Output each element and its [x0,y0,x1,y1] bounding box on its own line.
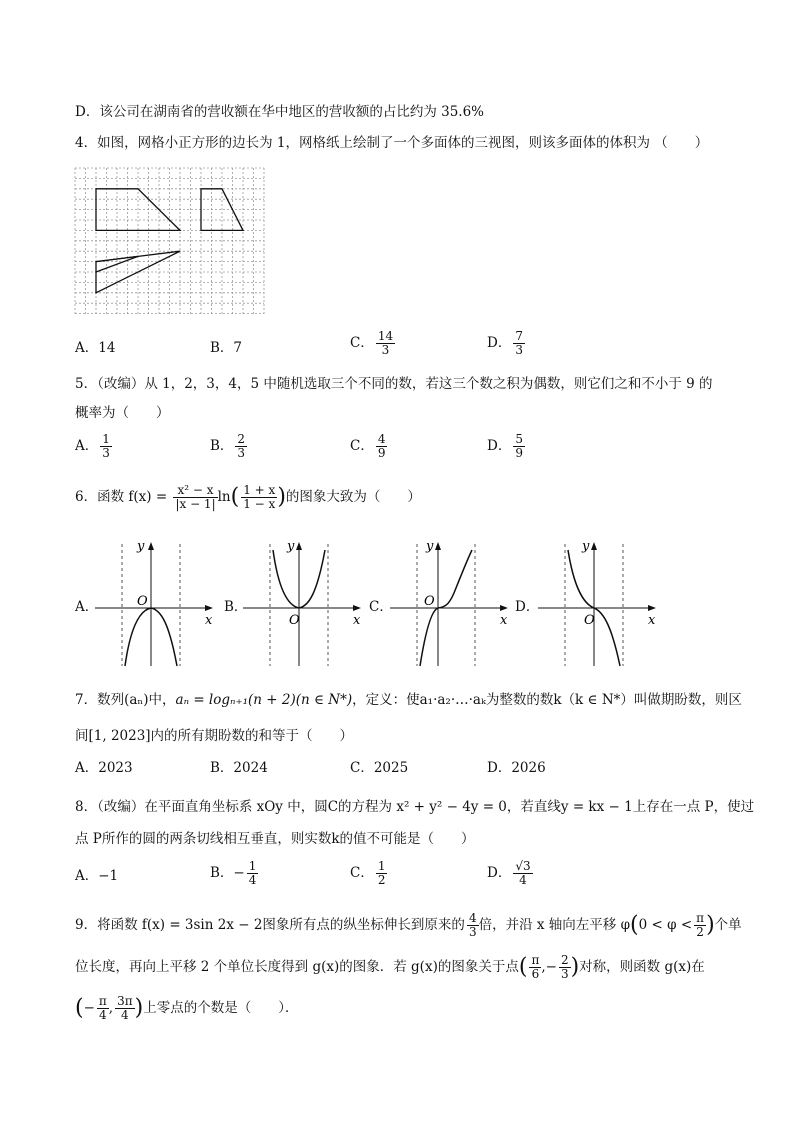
q6-graph-b-label[interactable]: B． [224,599,248,615]
q8-line2: 点 P所作的圆的两条切线相互垂直，则实数k的值不可能是（ ） [75,831,475,847]
q8-option-b[interactable]: B．− $\frac{1}{4}$ [210,859,257,887]
q6-graph-d [538,538,663,668]
q8-option-d[interactable]: D． $\frac{√3}{4}$ [487,859,531,887]
q6-graph-c-label[interactable]: C． [369,599,393,615]
q3-option-d: D．该公司在湖南省的营收额在华中地区的营收额的占比约为 35.6% [75,104,485,120]
q6-graph-c [390,538,515,668]
q6-graph-b [243,538,368,668]
x-label: x [205,613,213,628]
origin-label: O [289,613,300,628]
q5-option-c[interactable]: C． $\frac{4}{9}$ [350,432,386,460]
y-label: y [426,539,434,554]
q4-option-b[interactable]: B．7 [210,340,243,356]
x-label: x [648,613,656,628]
q5-option-a[interactable]: A． $\frac{1}{3}$ [75,432,110,460]
q5-stem-line1: 5．（改编）从 1，2，3，4，5 中随机选取三个不同的数，若这三个数之积为偶数，则它们之和不小于 9 的 [75,376,713,392]
q8-option-a[interactable]: A．−1 [75,868,119,884]
q5-option-d[interactable]: D． $\frac{5}{9}$ [487,432,523,460]
q6-graph-a [95,538,220,668]
x-label: x [353,613,361,628]
q6-graph-a-label[interactable]: A． [75,599,99,615]
q7-option-d[interactable]: D．2026 [487,760,546,776]
q5-stem-line2: 概率为（ ） [75,405,170,421]
q4-option-d[interactable]: D． $\frac{7}{3}$ [487,329,523,357]
q7-line1: 7．数列(aₙ)中，aₙ = logₙ₊₁(n + 2)(n ∈ N*)，定义：使a₁·a₂·…·aₖ为整数的数k（k ∈ N*）叫做期盼数，则区 [75,692,742,708]
q4-option-c[interactable]: C． $\frac{14}{3}$ [350,329,394,357]
x-label: x [500,613,508,628]
y-label: y [582,539,590,554]
q5-option-b[interactable]: B． $\frac{2}{3}$ [210,432,246,460]
q9-line1: 9．将函数 f(x) = 3sin 2x − 2图象所有点的纵坐标伸长到原来的 $\frac{4}{3}$ 倍，并沿 x 轴向左平移 φ(0 < φ < $\frac{\pi}{2}$ )个单 [75,911,742,939]
q9-line3: (− $\frac{\pi}{4}$ , $\frac{3\pi}{4}$ )上零点的个数是（ ）． [75,994,299,1022]
q7-line2: 间[1, 2023]内的所有期盼数的和等于（ ） [75,728,354,744]
q7-option-b[interactable]: B．2024 [210,760,268,776]
q4-stem: 4．如图，网格小正方形的边长为 1，网格纸上绘制了一个多面体的三视图，则该多面体的体积为 （ ） [75,135,709,151]
q4-option-a[interactable]: A．14 [75,340,116,356]
q8-option-c[interactable]: C． $\frac{1}{2}$ [350,859,386,887]
origin-label: O [137,594,148,609]
origin-label: O [584,613,595,628]
q6-graph-d-label[interactable]: D． [515,599,540,615]
q9-line2: 位长度，再向上平移 2 个单位长度得到 g(x)的图象．若 g(x)的图象关于点( $\frac{\pi}{6}$ ,− $\frac{2}{3}$ )对称，则函数 g(x)在 [75,953,705,981]
q8-line1: 8．（改编）在平面直角坐标系 xOy 中，圆C的方程为 x² + y² − 4y = 0，若直线y = kx − 1上存在一点 P，使过 [75,799,755,815]
origin-label: O [424,594,435,609]
q7-option-c[interactable]: C．2025 [350,760,409,776]
q4-three-view-grid [75,168,265,314]
q6-stem: 6．函数 f(x) = $\frac{\text{x² − x}}{|x - 1|}$ ln( $\frac{1 + x}{1 - x}$ )的图象大致为（ ） [75,483,421,511]
y-label: y [137,539,145,554]
y-label: y [287,539,295,554]
q7-option-a[interactable]: A．2023 [75,760,133,776]
